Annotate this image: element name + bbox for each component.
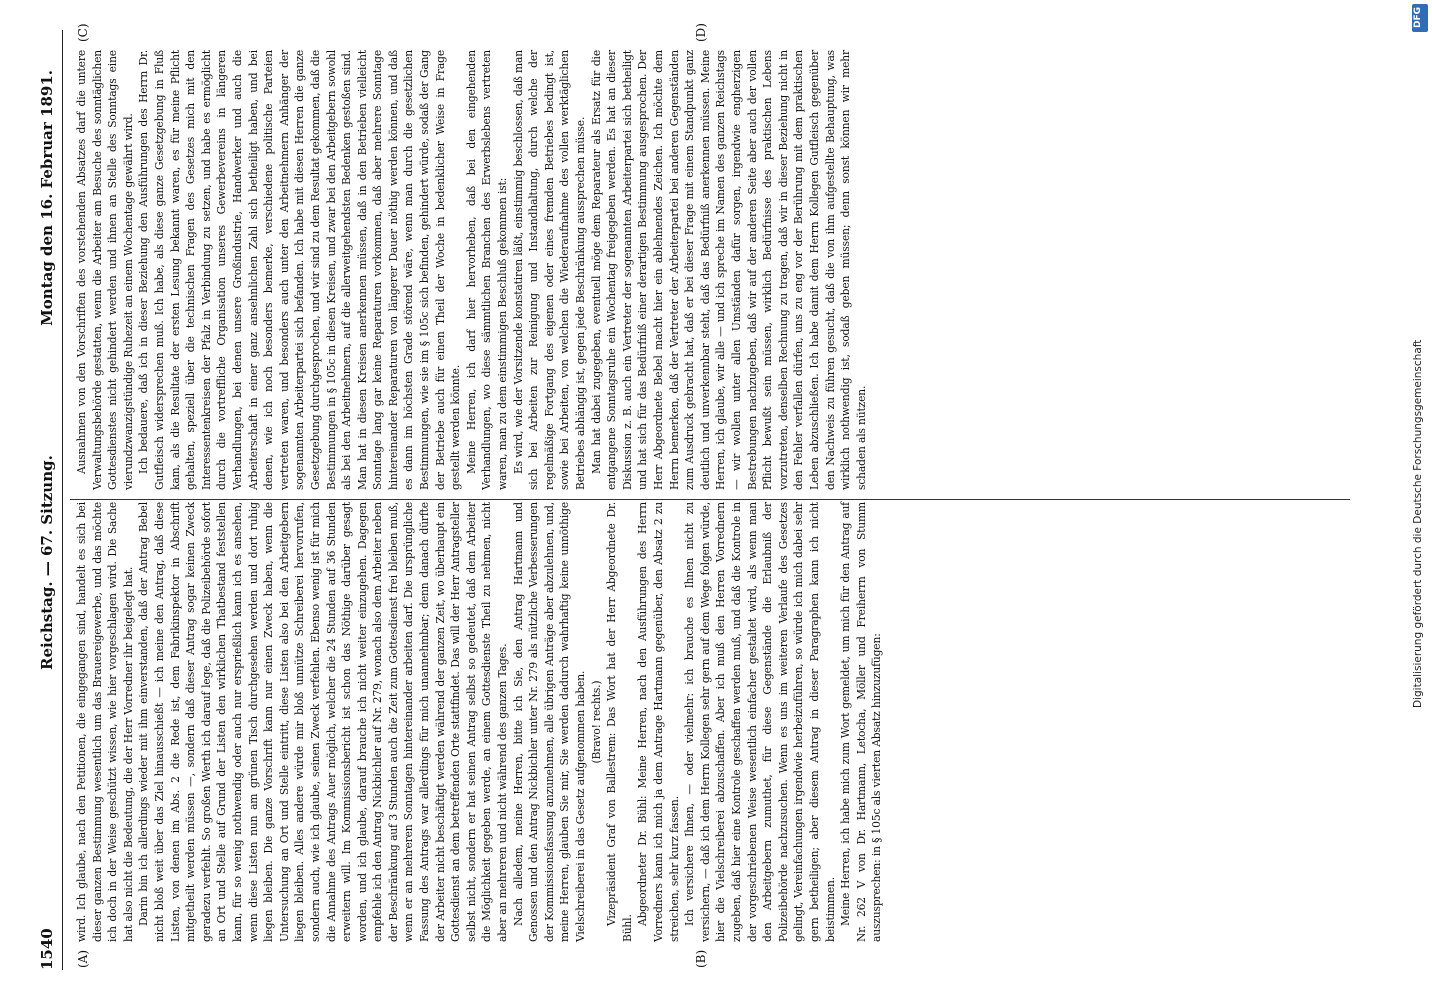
right-column [74, 50, 869, 490]
session-title: Reichstag. — 67. Sitzung. [38, 455, 56, 670]
paragraph: Vizepräsident Graf von Ballestrem: Das Wort hat der Herr Abgeordnete Dr. Bühl. [605, 502, 634, 942]
page-header [38, 30, 62, 970]
paragraph: wird. Ich glaube, nach den Petitionen, die eingegangen sind, handelt es sich bei dieser ganzen Bestimmung wesentlich um das Brauereigewerbe, und das möchte ich doch in der Weise geschützt wissen, wie hier vorgeschlagen wird. Die Sache hat also nicht die Bedeutung, die der Herr Vorredner ihr beigelegt hat. [75, 502, 135, 942]
margin-marker-d: (D) [694, 23, 708, 42]
margin-marker-a: (A) [76, 949, 90, 968]
column-divider [70, 499, 1350, 500]
session-date: Montag den 16. Februar 1891. [38, 70, 56, 326]
quoted-paragraph: Es wird, wie der Vorsitzende konstatiren läßt, einstimmig beschlossen, daß man sich bei Arbeiten zur Reinigung und Instandhaltung, durch welche der regelmäßige Fortgang des eigenen oder eines fremden Betriebes bedingt ist, sowie bei Arbeiten, von welchen die Wiederaufnahme des vollen werktäglichen Betriebes abhängig ist, gegen jede Beschränkung aussprechen müsse. [511, 50, 587, 490]
applause-note: (Bravo! rechts.) [589, 680, 603, 764]
paragraph: Nach alledem, meine Herren, bitte ich Sie, den Antrag Hartmann und Genossen und den Antrag Nickbichler unter Nr. 279 als nützliche Verbesserungen der Kommissionsfassung anzunehmen, alle übrigen Anträge aber abzulehnen, und, meine Herren, glauben Sie mir, Sie werden dadurch wahrhaftig keine unnöthige Vielschreiberei in das Gesetz aufgenommen haben. [511, 502, 587, 942]
attribution-text: Digitalisierung gefördert durch die Deutsche Forschungsgemeinschaft [1412, 339, 1424, 708]
paragraph: Meine Herren, ich darf hier hervorheben, daß bei den eingehenden Verhandlungen, wo diese sämmtlichen Branchen des Erwerbslebens vertreten waren, man zu dem einstimmigen Beschluß gekommen ist: [464, 50, 510, 490]
paragraph: Ich bedauere, daß ich in dieser Beziehung den Ausführungen des Herrn Dr. Gutfleisch widersprechen muß. Ich habe, als diese ganze Gesetzgebung in Fluß kam, als die Resultate der ersten Lesung bekannt waren, es für meine Pflicht gehalten, speziell über die technischen Fragen des Gesetzes mich mit den Interessentenkreisen der Pfalz in Verbindung zu setzen, und habe es ermöglicht durch die vortreffliche Organisation unseres Gewerbevereins in längeren Verhandlungen, bei denen unsere Großindustrie, Handwerker und auch die Arbeiterschaft in einer ganz ansehnlichen Zahl sich betheiligt haben, und bei denen, wie ich noch besonders bemerke, verschiedene politische Parteien vertreten waren, und besonders auch unter den Arbeitnehmern Anhänger der sogenannten Arbeiterpartei sich befanden. Ich habe mit diesen Herren die ganze Gesetzgebung durchgesprochen, und wir sind zu dem Resultat gekommen, daß die Bestimmungen in § 105c in diesen Kreisen, und zwar bei den Arbeitgebern sowohl als bei den Arbeitnehmern, auf die allerweitgehendsten Bedenken gestoßen sind. Man hat in diesen Kreisen anerkennen müssen, daß in den Betrieben vielleicht Sonntage lang gar keine Reparaturen vorkommen, daß aber mehrere Sonntage hintereinander Reparaturen von längerer Dauer nöthig werden können, und daß es dann im höchsten Grade störend wäre, wenn man durch die gesetzlichen Bestimmungen, wie sie im § 105c sich befinden, gehindert würde, sodaß der Gang der Betriebe auch für einen Theil der Woche in bedenklicher Weise in Frage gestellt werden könnte. [137, 50, 463, 490]
margin-marker-b: (B) [694, 949, 708, 968]
left-column [74, 502, 885, 942]
paragraph: Meine Herren, ich habe mich zum Wort gemeldet, um mich für den Antrag auf Nr. 262 V von Dr. Hartmann, Letocha, Möller und Freiherrn von Stumm auszusprechen: in § 105c als vierten Absatz hinzuzufügen: [839, 502, 884, 942]
digitization-attribution [1410, 8, 1430, 992]
quoted-paragraph: Ausnahmen von den Vorschriften des vorstehenden Absatzes darf die untere Verwaltungsbehörde gestatten, wenn die Arbeiter am Besuche des sonntäglichen Gottesdienstes nicht gehindert werden und ihnen an Stelle des Sonntags eine vierundzwanzigstündige Ruhezeit an einem Wochentage gewährt wird. [75, 50, 135, 490]
paragraph: Darin bin ich allerdings wieder mit ihm einverstanden, daß der Antrag Bebel nicht bloß weit über das Ziel hinausschießt — ich meine den Antrag, daß diese Listen, von denen im Abs. 2 die Rede ist, dem Fabrikinspektor in Abschrift mitgetheilt werden müssen —, sondern daß dieser Antrag sogar keinen Zweck geradezu verfehlt. So großen Werth ich darauf lege, daß die Polizeibehörde sofort an Ort und Stelle auf Grund der Listen den wirklichen Thatbestand feststellen kann, für so wenig nothwendig oder auch nur ersprießlich kann ich es ansehen, wenn diese Listen nun am grünen Tisch durchgesehen werden und dort ruhig liegen bleiben. Die ganze Vorschrift kann nur einen Zweck haben, wenn die Untersuchung an Ort und Stelle eintritt, diese Listen also bei den Arbeitgebern liegen bleiben. Alles andere würde mir bloß unnütze Schreiberei hervorrufen, sondern auch, wie ich glaube, seinen Zweck verfehlen. Ebenso wenig ist für mich die Annahme des Antrags Auer möglich, welcher die 24 Stunden auf 36 Stunden erweitern will. Im Kommissionsbericht ist schon das Nöthige darüber gesagt worden, und ich glaube, darauf brauche ich nicht weiter einzugehen. Dagegen empfehle ich den Antrag Nickbichler auf Nr. 279, wonach also dem Arbeiter neben der Beschränkung auf 3 Stunden auch die Zeit zum Gottesdienst frei bleiben muß, wenn er an mehreren Sonntagen hintereinander arbeiten darf. Die ursprüngliche Fassung des Antrags war allerdings für mich unannehmbar; denn danach dürfte der Arbeiter nicht beschäftigt werden während der ganzen Zeit, wo überhaupt ein Gottesdienst an dem betreffenden Orte stattfindet. Das will der Herr Antragsteller selbst nicht, sondern er hat seinen Antrag selbst so gedeutet, daß dem Arbeiter die Möglichkeit gegeben werde, an einem Gottesdienste Theil zu nehmen, nicht aber an mehreren und nicht während des ganzen Tages. [137, 502, 510, 942]
dfg-logo [1412, 4, 1428, 32]
paragraph: Ich versichere Ihnen, — oder vielmehr: ich brauche es Ihnen nicht zu versichern, — daß ich dem Herrn Kollegen sehr gern auf dem Wege folgen würde, hier die Vielschreiberei abzuschaffen. Aber ich muß den Herren Vorrednern zugeben, daß hier eine Kontrole geschaffen werden muß, und daß die Kontrole in der vorgeschriebenen Weise wesentlich einfacher gestaltet wird, als wenn man den Arbeitgebern zumuthet, für diese Gegenstände die Erlaubniß der Polizeibehörde nachzusuchen. Wenn es uns im weiteren Verlaufe des Gesetzes gelingt, Vereinfachungen irgendwie herbeizuführen, so würde ich mich dabei sehr gern betheiligen; aber diesem Antrag in dieser Paragraphen kann ich nicht beistimmen. [683, 502, 837, 942]
page-number: 1540 [38, 928, 56, 970]
dfg-logo-text: DFG [1413, 6, 1423, 28]
margin-marker-c: (C) [76, 23, 90, 42]
header-rule [62, 30, 63, 970]
paragraph: Man hat dabei zugegeben, eventuell möge dem Reparateur als Ersatz für die entgangene Sonntagsruhe ein Wochentag freigegeben werden. Es hat an dieser Diskussion z. B. auch ein Vertreter der sogenannten Arbeiterpartei sich betheiligt und hat sich für das Bedürfniß einer derartigen Bestimmung ausgesprochen. Der Herr Abgeordnete Bebel macht hier ein ablehnendes Zeichen. Ich möchte dem Herrn bemerken, daß der Vertreter der Arbeiterpartei bei anderen Gegenständen zum Ausdruck gebracht hat, daß er bei dieser Frage mit einem Standpunkt ganz deutlich und unverkennbar steht, daß das Bedürfniß anerkennen müssen. Meine Herren, ich glaube, wir alle — und ich spreche im Namen des ganzen Reichstags — wir wollen unter allen Umständen dafür sorgen, irgendwie engherzigen Bestrebungen nachzugeben, daß wir auf der anderen Seite aber auch der vollen Pflicht bewußt sein müssen, wirklich Bedürfnisse des praktischen Lebens vorzutreten, denselben Rechnung zu tragen, daß wir in dieser Beziehung nicht in den Fehler verfallen dürfen, uns zu eng vor der Berührung mit dem praktischen Leben abzuschließen. Ich habe damit dem Herrn Kollegen Gutfleisch gegenüber den Nachweis zu führen gesucht, daß die von ihm aufgestellte Behauptung, was wirklich nothwendig ist, sodaß geben müssen; denn sonst können wir mehr schaden als nützen. [589, 50, 868, 490]
paragraph: Abgeordneter Dr. Bühl: Meine Herren, nach den Ausführungen des Herrn Vorredners kann ich mich ja dem Antrage Hartmann gegenüber, den Absatz 2 zu streichen, sehr kurz fassen. [636, 502, 681, 942]
